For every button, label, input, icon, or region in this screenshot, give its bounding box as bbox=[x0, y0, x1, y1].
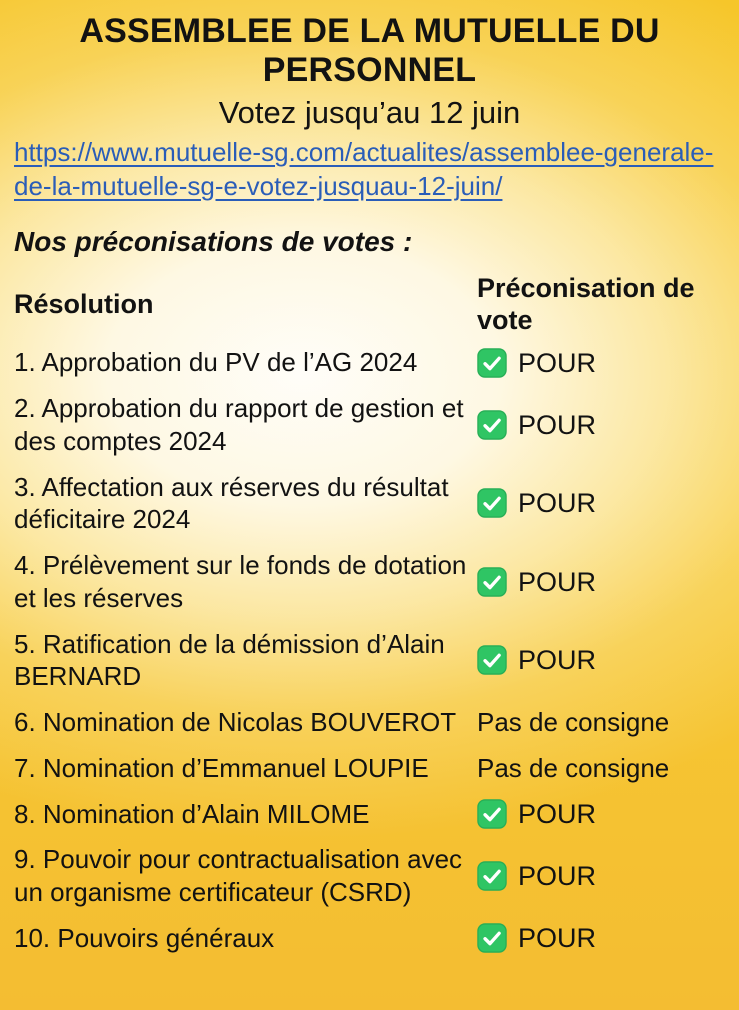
resolution-text: 3. Affectation aux réserves du résultat déficitaire 2024 bbox=[14, 471, 449, 535]
vote-recommendation bbox=[477, 798, 725, 830]
table-row bbox=[14, 549, 725, 615]
table-row bbox=[14, 922, 725, 955]
vote-label: Pas de consigne bbox=[477, 752, 670, 783]
green-check-icon bbox=[477, 567, 507, 597]
green-check-icon bbox=[477, 645, 507, 675]
vote-label: POUR bbox=[518, 488, 597, 519]
green-check-icon bbox=[477, 923, 507, 953]
vote-deadline: Votez jusqu’au 12 juin bbox=[218, 94, 521, 130]
resolution-text: 5. Ratification de la démission d’Alain BERNARD bbox=[14, 628, 445, 692]
vote-label: POUR bbox=[518, 860, 597, 891]
resolution-text: 1. Approbation du PV de l’AG 2024 bbox=[14, 347, 418, 378]
vote-recommendation bbox=[477, 487, 725, 519]
table-row bbox=[14, 346, 725, 379]
vote-recommendation bbox=[477, 860, 725, 892]
resolution-text: 8. Nomination d’Alain MILOME bbox=[14, 798, 370, 829]
green-check-icon bbox=[477, 488, 507, 518]
page-title: ASSEMBLEE DE LA MUTUELLE DU PERSONNEL bbox=[79, 12, 660, 90]
vote-recommendation bbox=[477, 922, 725, 954]
green-check-icon bbox=[477, 348, 507, 378]
green-check-icon bbox=[477, 410, 507, 440]
resolution-text: 9. Pouvoir pour contractualisation avec un organisme certificateur (CSRD) bbox=[14, 844, 463, 908]
vote-label: POUR bbox=[518, 566, 597, 597]
vote-recommendation bbox=[477, 409, 725, 441]
table-row bbox=[14, 628, 725, 694]
resolution-text: 2. Approbation du rapport de gestion et des comptes 2024 bbox=[14, 393, 464, 456]
table-row bbox=[14, 392, 725, 458]
table-row bbox=[14, 752, 725, 785]
vote-label: POUR bbox=[518, 347, 597, 378]
table-row bbox=[14, 471, 725, 537]
column-header-resolution: Résolution bbox=[14, 288, 154, 319]
vote-label: POUR bbox=[518, 923, 597, 954]
resolution-text: 4. Prélèvement sur le fonds de dotation et les réserves bbox=[14, 550, 467, 613]
vote-recommendation bbox=[477, 753, 725, 784]
vote-recommendation bbox=[477, 347, 725, 379]
vote-label: POUR bbox=[518, 798, 597, 829]
table-row bbox=[14, 798, 725, 831]
green-check-icon bbox=[477, 799, 507, 829]
recommendations-table bbox=[14, 272, 725, 955]
resolution-text: 10. Pouvoirs généraux bbox=[14, 922, 275, 953]
recommendations-heading: Nos préconisations de votes : bbox=[14, 225, 413, 257]
resolution-text: 6. Nomination de Nicolas BOUVEROT bbox=[14, 707, 457, 738]
table-row bbox=[14, 843, 725, 909]
resolution-text: 7. Nomination d’Emmanuel LOUPIE bbox=[14, 752, 429, 783]
vote-label: POUR bbox=[518, 645, 597, 676]
green-check-icon bbox=[477, 861, 507, 891]
table-row bbox=[14, 706, 725, 739]
vote-recommendation bbox=[477, 707, 725, 738]
table-header-row bbox=[14, 272, 725, 337]
vote-recommendation bbox=[477, 644, 725, 676]
vote-recommendation bbox=[477, 566, 725, 598]
vote-label: POUR bbox=[518, 409, 597, 440]
column-header-recommendation: Préconisation de vote bbox=[477, 272, 695, 336]
assembly-info-link[interactable]: https://www.mutuelle-sg.com/actualites/assemblee-generale-de-la-mutuelle-sg-e-votez-jusquau-12-juin/ bbox=[14, 137, 714, 201]
vote-label: Pas de consigne bbox=[477, 706, 670, 737]
